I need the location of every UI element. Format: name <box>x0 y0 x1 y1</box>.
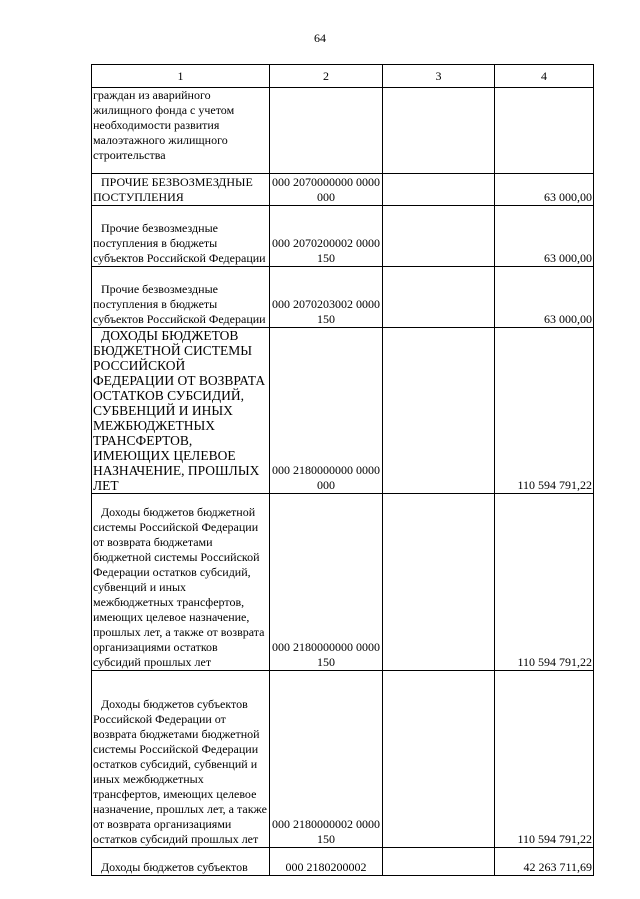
row-amount: 42 263 711,69 <box>495 848 594 876</box>
table-row <box>92 848 594 876</box>
row-code: 000 2070203002 0000 150 <box>270 267 383 328</box>
row-code: 000 2180000000 0000 000 <box>270 328 383 494</box>
row-code <box>270 88 383 174</box>
row-col3 <box>383 671 495 848</box>
row-col3 <box>383 88 495 174</box>
page-number: 64 <box>314 31 326 45</box>
table-row <box>92 174 594 206</box>
row-name: Прочие безвозмездные поступления в бюджеты субъектов Российской Федерации <box>92 206 270 267</box>
row-name: ДОХОДЫ БЮДЖЕТОВ БЮДЖЕТНОЙ СИСТЕМЫ РОССИЙСКОЙ ФЕДЕРАЦИИ ОТ ВОЗВРАТА ОСТАТКОВ СУБСИДИЙ, СУБВЕНЦИЙ И ИНЫХ МЕЖБЮДЖЕТНЫХ ТРАНСФЕРТОВ, ИМЕЮЩИХ ЦЕЛЕВОЕ НАЗНАЧЕНИЕ, ПРОШЛЫХ ЛЕТ <box>92 328 270 494</box>
table-row <box>92 328 594 494</box>
row-amount: 110 594 791,22 <box>495 328 594 494</box>
row-code: 000 2180200002 <box>270 848 383 876</box>
row-name: Доходы бюджетов субъектов <box>92 848 270 876</box>
row-name: ПРОЧИЕ БЕЗВОЗМЕЗДНЫЕ ПОСТУПЛЕНИЯ <box>92 174 270 206</box>
row-col3 <box>383 328 495 494</box>
row-code: 000 2070200002 0000 150 <box>270 206 383 267</box>
row-col3 <box>383 206 495 267</box>
row-amount: 110 594 791,22 <box>495 494 594 671</box>
row-col3 <box>383 267 495 328</box>
row-amount: 110 594 791,22 <box>495 671 594 848</box>
row-name: Прочие безвозмездные поступления в бюджеты субъектов Российской Федерации <box>92 267 270 328</box>
column-header-3: 3 <box>383 65 495 88</box>
row-code: 000 2180000002 0000 150 <box>270 671 383 848</box>
column-header-4: 4 <box>495 65 594 88</box>
row-amount: 63 000,00 <box>495 206 594 267</box>
row-col3 <box>383 174 495 206</box>
table-row <box>92 671 594 848</box>
revenue-table <box>91 64 594 876</box>
row-code: 000 2070000000 0000 000 <box>270 174 383 206</box>
row-amount: 63 000,00 <box>495 267 594 328</box>
table-row <box>92 267 594 328</box>
row-col3 <box>383 494 495 671</box>
table-row <box>92 88 594 174</box>
row-col3 <box>383 848 495 876</box>
column-header-2: 2 <box>270 65 383 88</box>
row-amount <box>495 88 594 174</box>
table-row <box>92 494 594 671</box>
row-code: 000 2180000000 0000 150 <box>270 494 383 671</box>
column-header-1: 1 <box>92 65 270 88</box>
table-row <box>92 206 594 267</box>
row-name: Доходы бюджетов субъектов Российской Федерации от возврата бюджетами бюджетной системы Российской Федерации остатков субсидий, субвенций и иных межбюджетных трансфертов, имеющих целевое назначение, прошлых лет, а также от возврата организациями остатков субсидий прошлых лет <box>92 671 270 848</box>
row-name: Доходы бюджетов бюджетной системы Российской Федерации от возврата бюджетами бюджетной системы Российской Федерации остатков субсидий, субвенций и иных межбюджетных трансфертов, имеющих целевое назначение, прошлых лет, а также от возврата организациями остатков субсидий прошлых лет <box>92 494 270 671</box>
row-amount: 63 000,00 <box>495 174 594 206</box>
table-header-row <box>92 65 594 88</box>
row-name: граждан из аварийного жилищного фонда с учетом необходимости развития малоэтажного жилищного строительства <box>92 88 270 174</box>
